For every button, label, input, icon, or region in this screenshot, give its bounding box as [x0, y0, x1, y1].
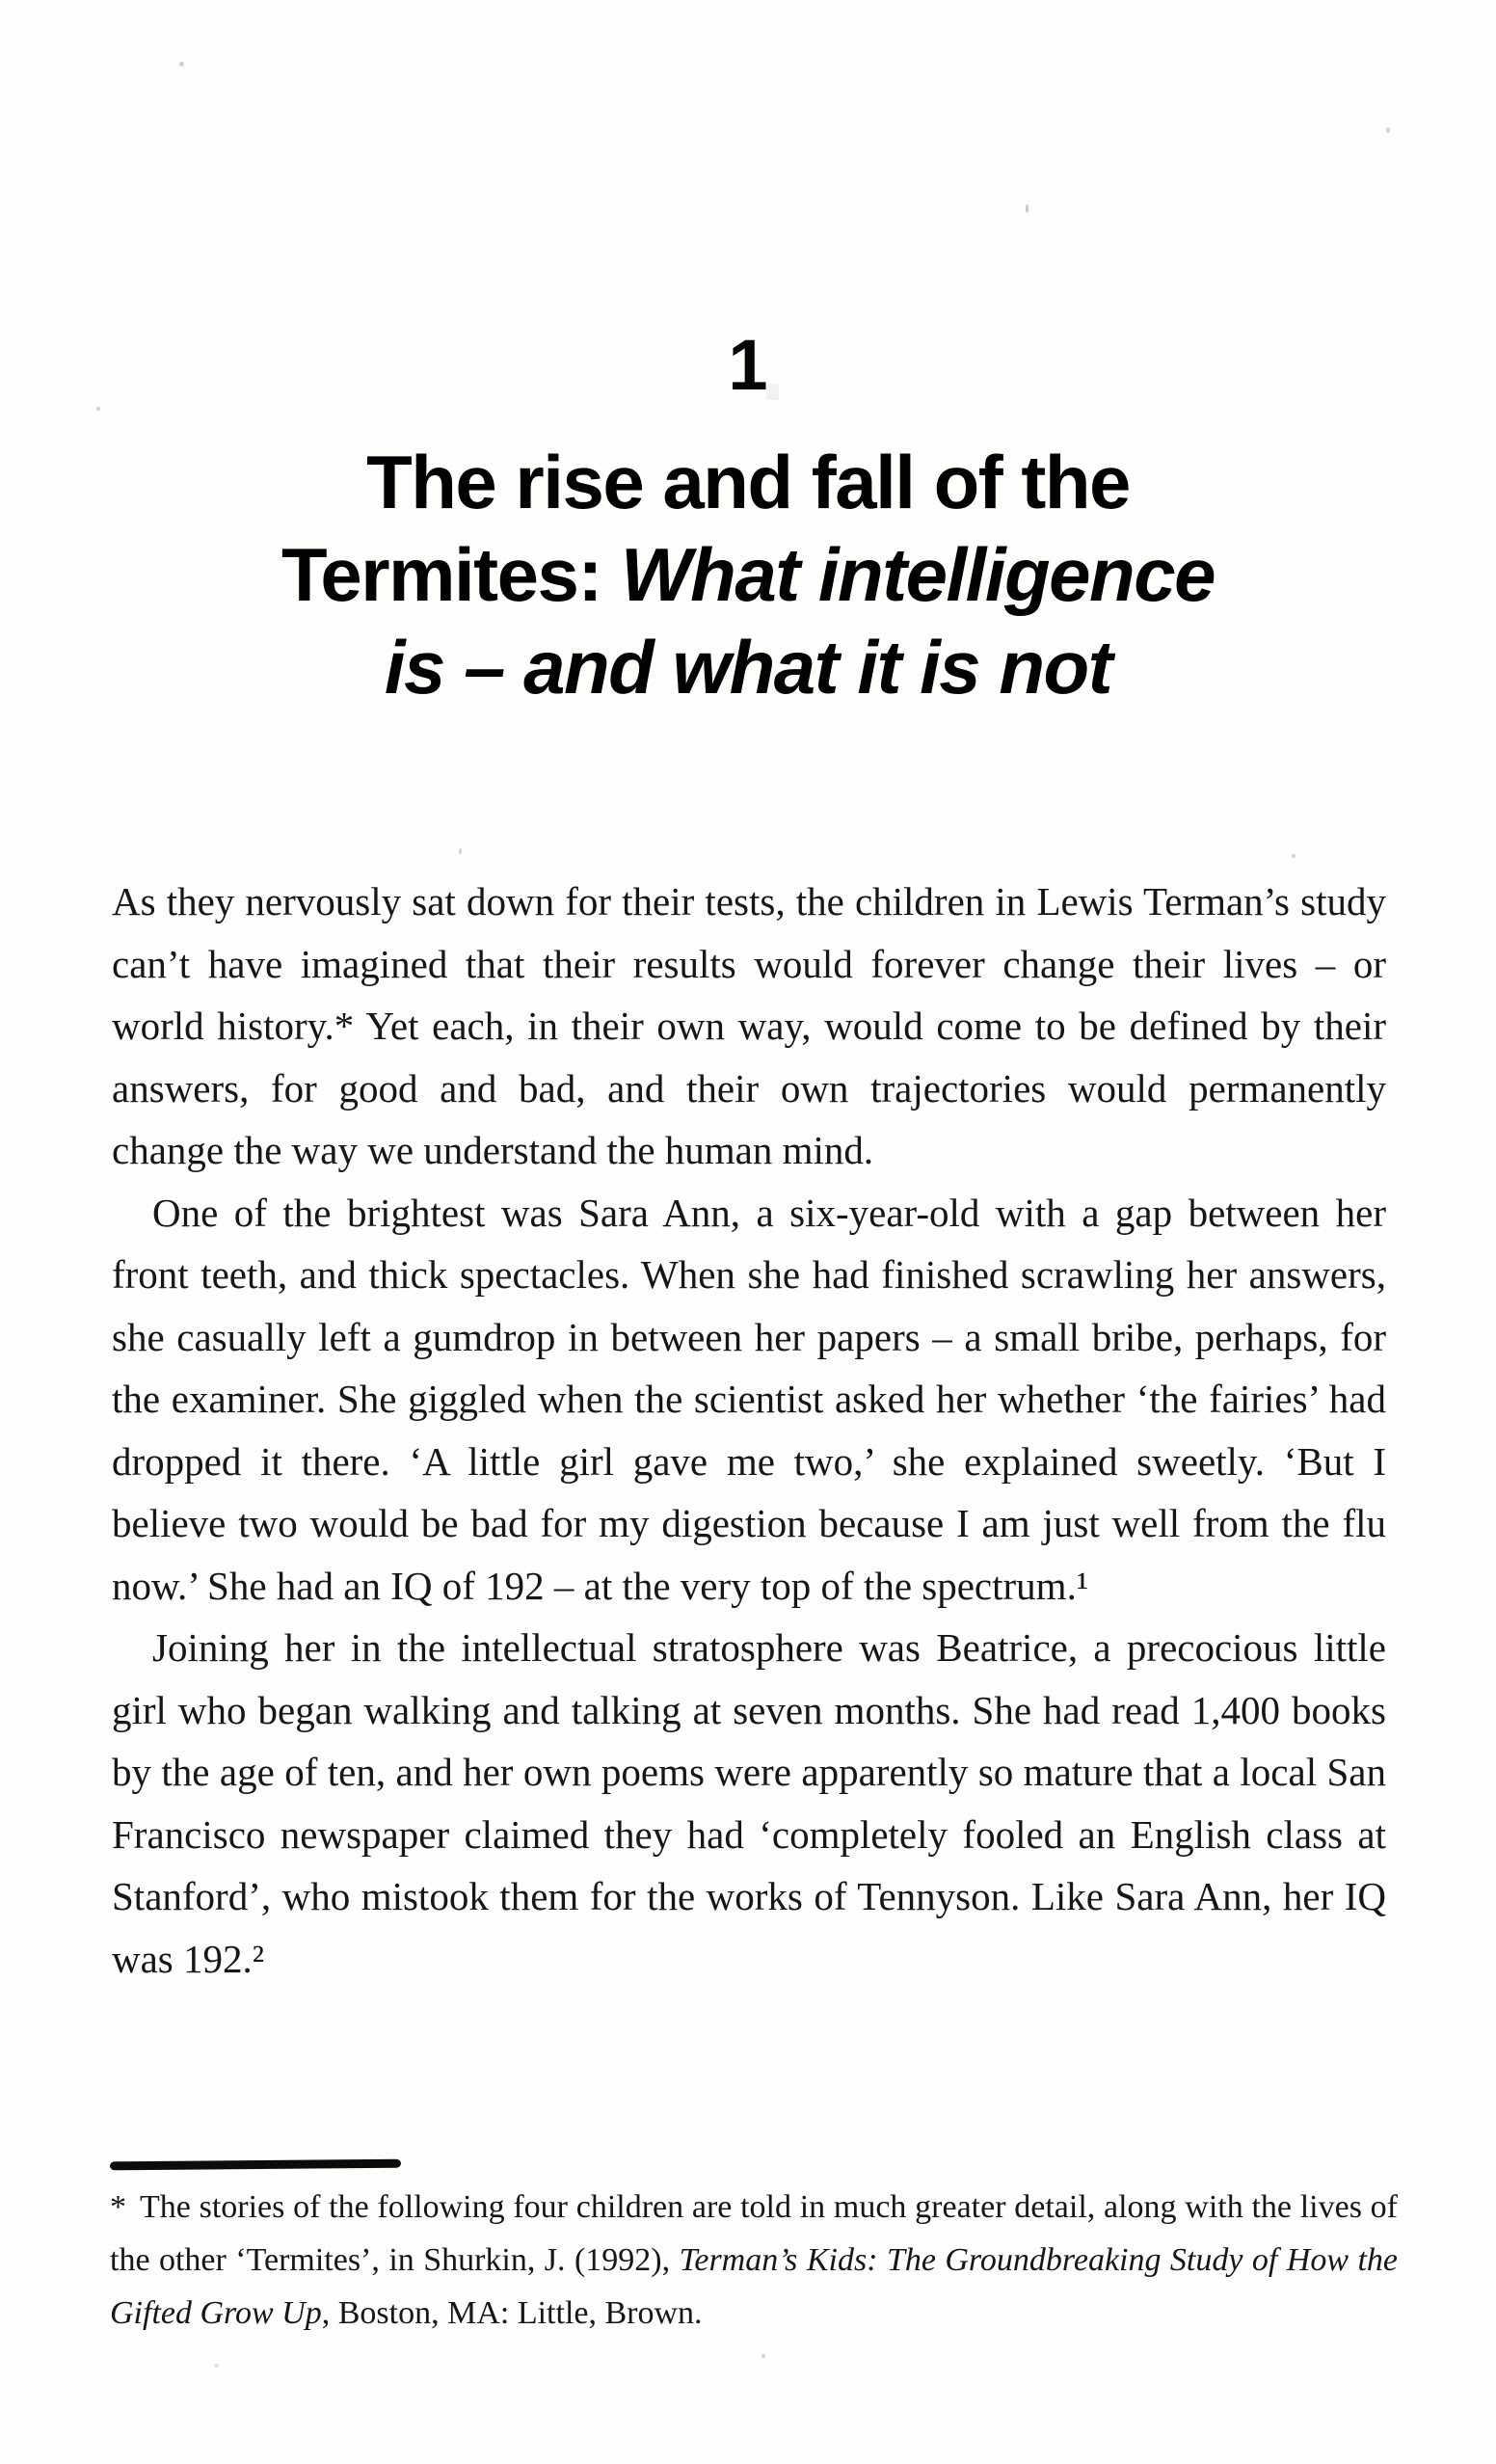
paragraph-3: Joining her in the intellectual stratosphere was Beatrice, a precocious little girl who began walking and talking at seven months. She had read 1,400 books by the age of ten, and her own poems were apparently so mature that a local San Francisco newspaper claimed they had ‘completely fooled an English class at Stanford’, who mistook them for the works of Tennyson. Like Sara Ann, her IQ was 192.² [112, 1625, 1386, 1981]
footnote-text-pre: The stories of the following four children are told in much greater detail, along with the lives of the other ‘Termites’, in Shurkin, J. (1992), [110, 2189, 1398, 2278]
scan-speck [766, 384, 779, 400]
scan-speck [96, 407, 100, 411]
chapter-title-line1: The rise and fall of the [366, 440, 1130, 524]
scan-speck [179, 62, 184, 67]
scan-speck [459, 848, 462, 854]
chapter-title-line2-italic: What intelligence [621, 532, 1215, 617]
chapter-number: 1 [728, 325, 768, 405]
footnote-book-title: Terman’s Kids: The Groundbreaking Study of How the Gifted Grow Up [110, 2242, 1398, 2331]
footnote [110, 2181, 1398, 2340]
footnote-text-post: , Boston, MA: Little, Brown. [321, 2295, 703, 2331]
paragraph-1: As they nervously sat down for their tests, the children in Lewis Terman’s study can’t have imagined that their results would forever change their lives – or world history.* Yet each, in their own way, would come to be defined by their answers, for good and bad, and their own trajectories would permanently change the way we understand the human mind. [112, 879, 1386, 1172]
scan-speck [1386, 127, 1390, 133]
scan-speck [761, 2354, 765, 2358]
body-text [112, 870, 1386, 1990]
scan-speck [1026, 204, 1028, 213]
chapter-title-line2-roman: Termites: [281, 532, 622, 617]
scan-speck [214, 2364, 219, 2368]
footnote-asterisk-marker: * [110, 2189, 126, 2225]
footnote-divider [110, 2159, 401, 2171]
chapter-title-line3-italic: is – and what it is not [384, 625, 1112, 710]
scan-speck [1292, 854, 1296, 858]
chapter-title [0, 436, 1496, 713]
paragraph-2: One of the brightest was Sara Ann, a six-year-old with a gap between her front teeth, and thick spectacles. When she had finished scrawling her answers, she casually left a gumdrop in between her papers – a small bribe, perhaps, for the examiner. She giggled when the scientist asked her whether ‘the fairies’ had dropped it there. ‘A little girl gave me two,’ she explained sweetly. ‘But I believe two would be bad for my digestion because I am just well from the flu now.’ She had an IQ of 192 – at the very top of the spectrum.¹ [112, 1190, 1386, 1608]
